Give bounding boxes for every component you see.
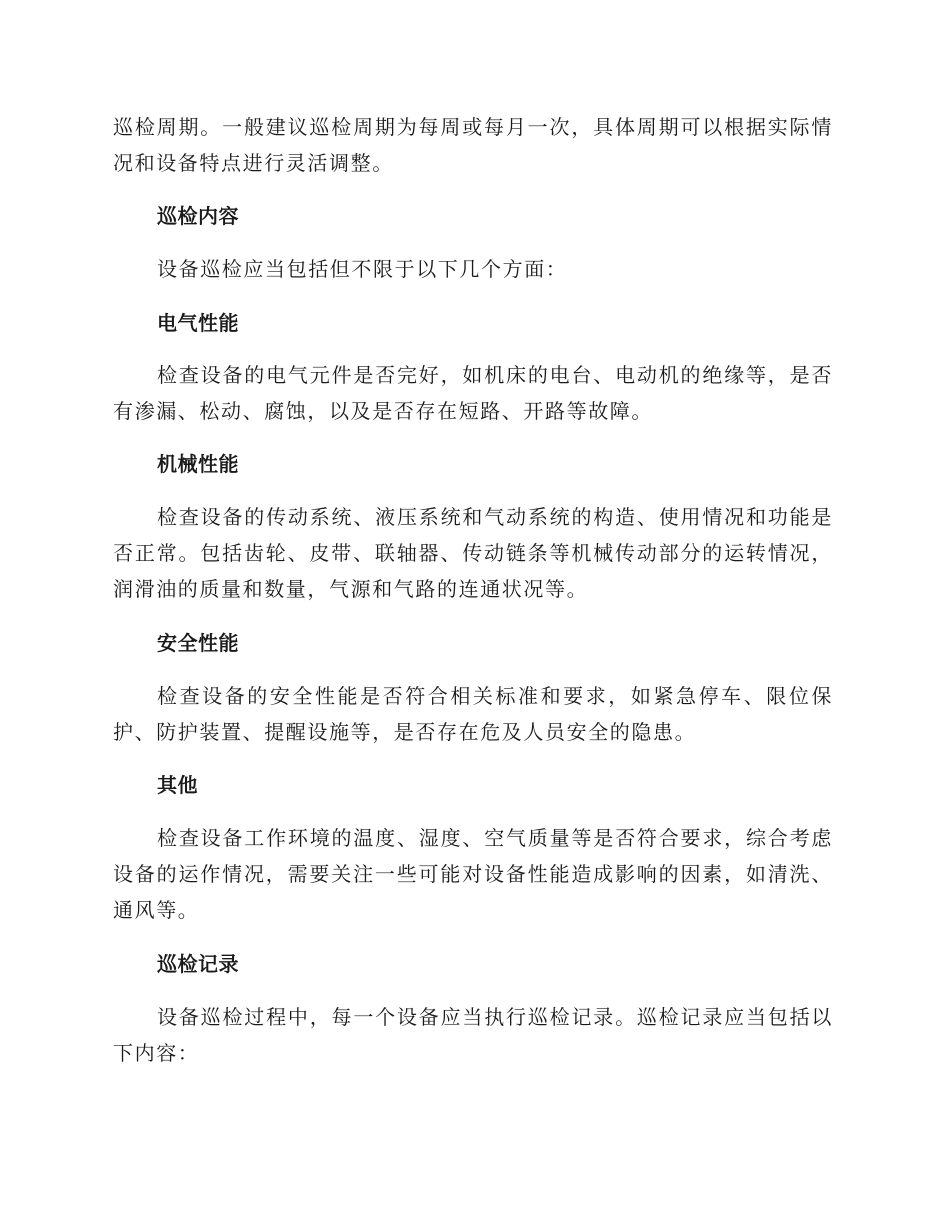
electrical-paragraph: 检查设备的电气元件是否完好，如机床的电台、电动机的绝缘等，是否有渗漏、松动、腐蚀，以及是否存在短路、开路等故障。: [113, 363, 833, 423]
inspection-content-paragraph: 设备巡检应当包括但不限于以下几个方面：: [157, 257, 568, 281]
safety-paragraph: 检查设备的安全性能是否符合相关标准和要求，如紧急停车、限位保护、防护装置、提醒设施等，是否存在危及人员安全的隐患。: [113, 684, 833, 744]
section-heading-inspection-content: 巡检内容: [157, 204, 239, 228]
section-heading-mechanical: 机械性能: [157, 452, 239, 476]
section-heading-electrical: 电气性能: [157, 311, 239, 335]
records-paragraph: 设备巡检过程中，每一个设备应当执行巡检记录。巡检记录应当包括以下内容：: [113, 1005, 833, 1065]
mechanical-paragraph: 检查设备的传动系统、液压系统和气动系统的构造、使用情况和功能是否正常。包括齿轮、皮带、联轴器、传动链条等机械传动部分的运转情况，润滑油的质量和数量，气源和气路的连通状况等。: [113, 505, 833, 601]
section-heading-records: 巡检记录: [157, 952, 239, 976]
other-paragraph: 检查设备工作环境的温度、湿度、空气质量等是否符合要求，综合考虑设备的运作情况，需要关注一些可能对设备性能造成影响的因素，如清洗、通风等。: [113, 826, 833, 922]
section-heading-safety: 安全性能: [157, 631, 239, 655]
section-heading-other: 其他: [157, 773, 198, 797]
intro-paragraph: 巡检周期。一般建议巡检周期为每周或每月一次，具体周期可以根据实际情况和设备特点进行灵活调整。: [113, 115, 833, 175]
